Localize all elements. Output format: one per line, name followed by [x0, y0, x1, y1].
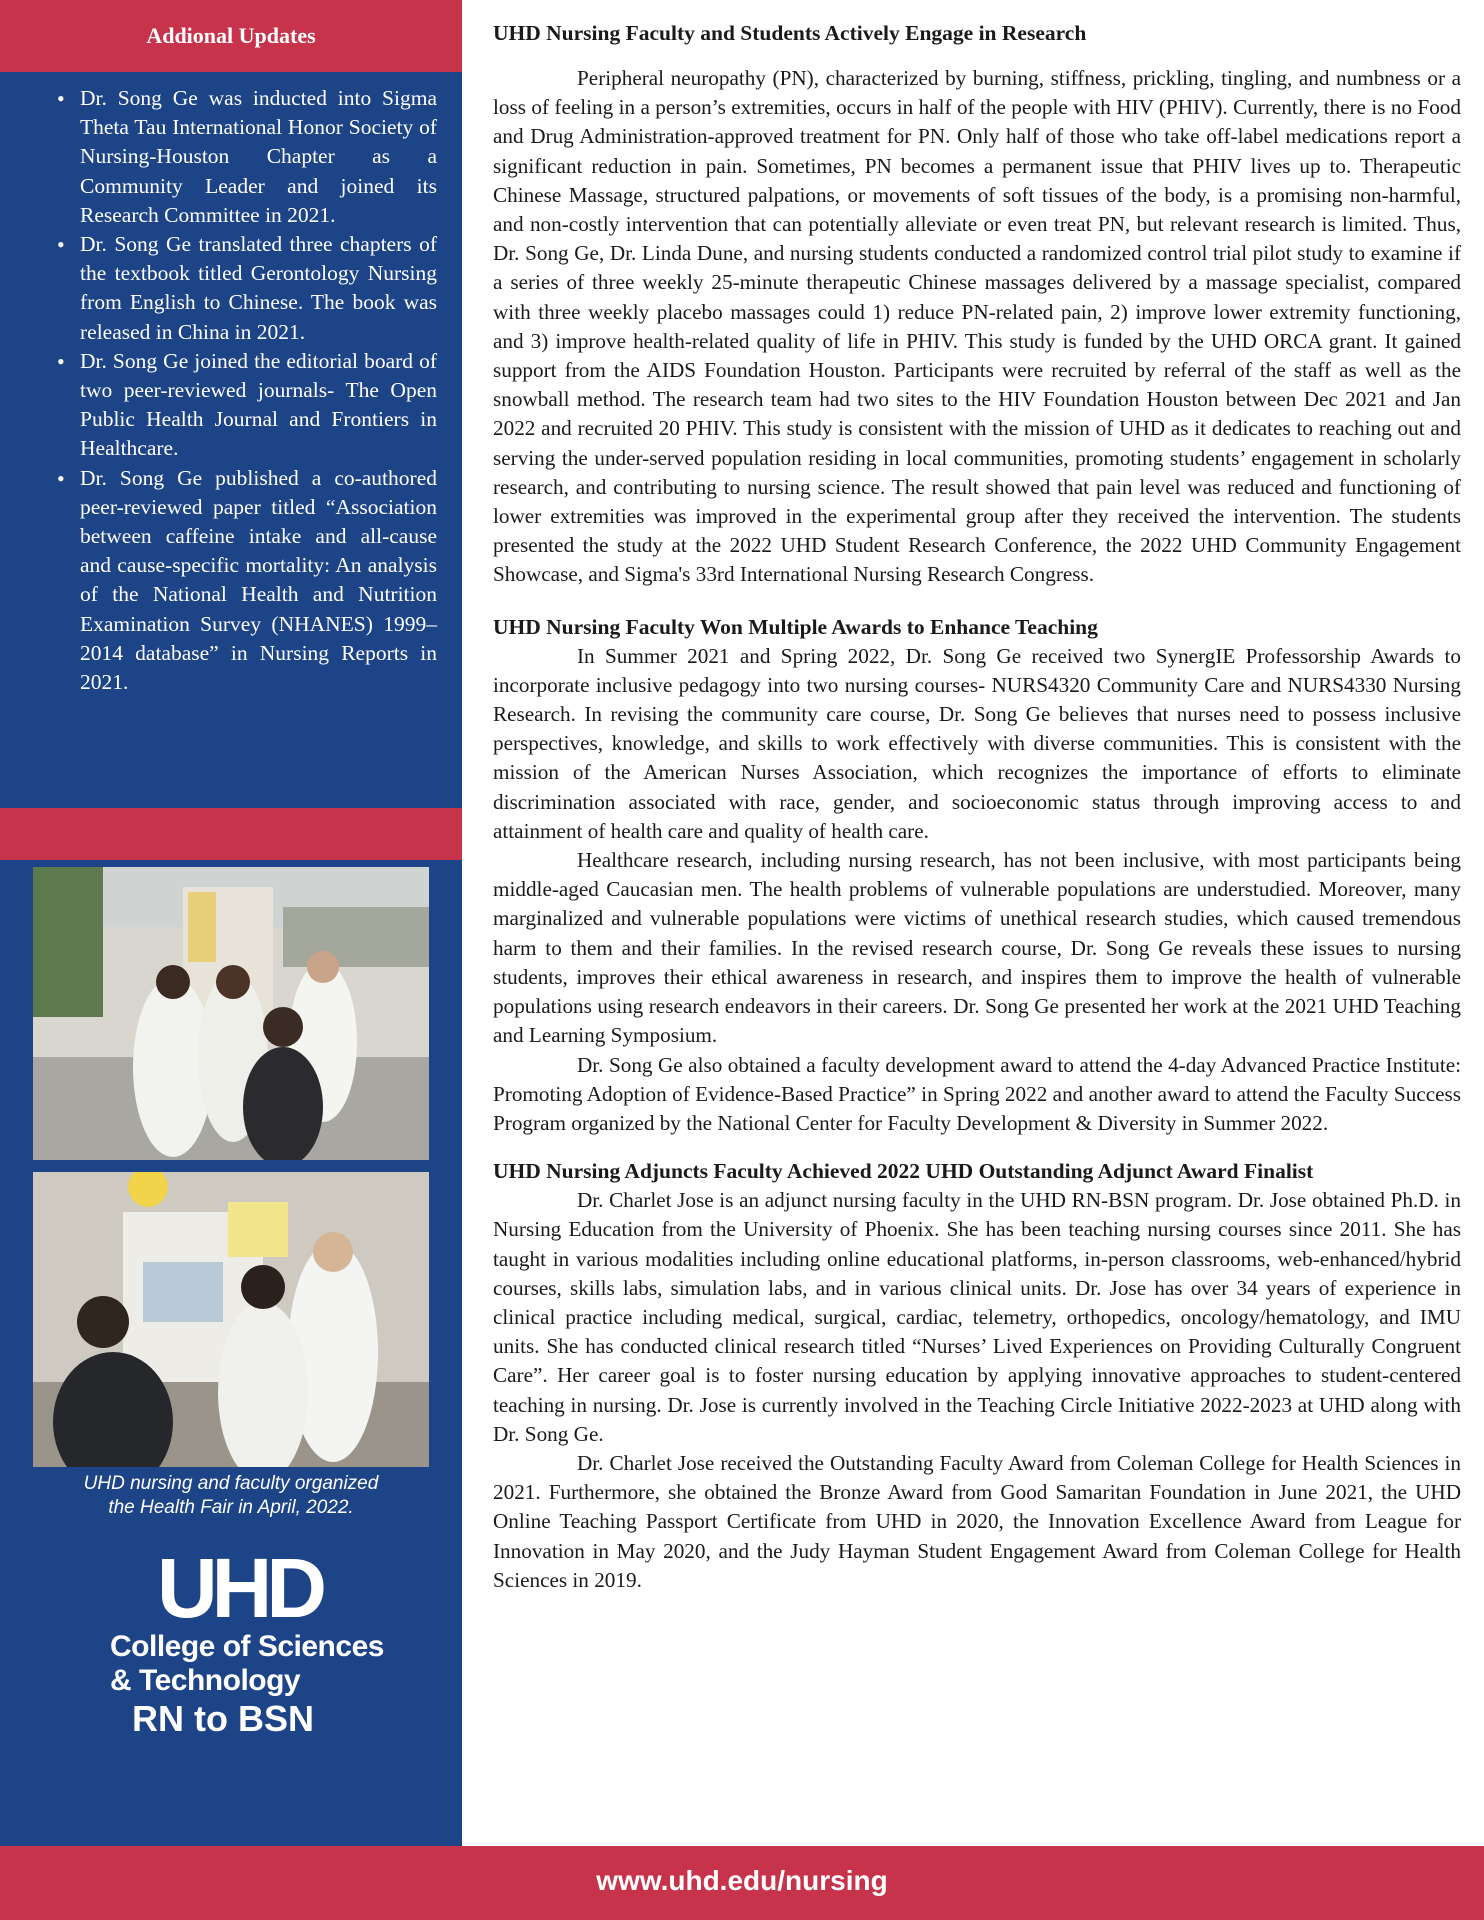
paragraph: Dr. Charlet Jose is an adjunct nursing faculty in the UHD RN-BSN program. Dr. Jose obtained Ph.D. in Nursing Education from the University of Phoenix. She has been teaching nursing courses since 2011. She has taught in various modalities including online educational platforms, in-person classrooms, web-enhanced/hybrid courses, skills labs, simulation labs, and in various clinical units. Dr. Jose has over 34 years of experience in clinical practice including medical, surgical, cardiac, telemetry, orthopedics, oncology/hematology, and IMU units. She has conducted clinical research titled “Nurses’ Lived Experiences on Providing Culturally Congruent Care”. Her career goal is to foster nursing education by applying innovative approaches to student-centered teaching in nursing. Dr. Jose is currently involved in the Teaching Circle Initiative 2022-2023 at UHD along with Dr. Song Ge. [493, 1188, 1461, 1446]
photo-caption [20, 1472, 442, 1520]
caption-line: the Health Fair in April, 2022. [108, 1497, 354, 1518]
svg-text:UHD: UHD [157, 1545, 321, 1627]
sidebar-accent-band [0, 808, 462, 860]
update-item: • Dr. Song Ge translated three chapters of the textbook titled Gerontology Nursing from English to Chinese. The book was released in China in 2021. [40, 230, 437, 347]
update-item: • Dr. Song Ge published a co-authored peer-reviewed paper titled “Association between caffeine intake and all-cause and cause-specific mortality: An analysis of the National Health and Nutrition Examination Survey (NHANES) 1999–2014 database” in Nursing Reports in 2021. [40, 464, 437, 698]
section-title-research: UHD Nursing Faculty and Students Actively Engage in Research [493, 21, 1087, 45]
update-item: • Dr. Song Ge joined the editorial board of two peer-reviewed journals- The Open Public Health Journal and Frontiers in Healthcare. [40, 347, 437, 464]
footer-url-link[interactable]: www.uhd.edu/nursing [596, 1865, 888, 1896]
logo-line-technology: & Technology [110, 1664, 301, 1697]
paragraph: Healthcare research, including nursing research, has not been inclusive, with most participants being middle-aged Caucasian men. The health problems of vulnerable populations are understudied. Moreover, many marginalized and vulnerable populations were victims of unethical research studies, which caused tremendous harm to them and their families. In the revised research course, Dr. Song Ge reveals these issues to nursing students, improves their ethical awareness in research, and inspires them to improve the health of vulnerable populations using research endeavors in their careers. Dr. Song Ge presented her work at the 2021 UHD Teaching and Learning Symposium. [493, 848, 1461, 1048]
updates-list [40, 84, 437, 697]
sidebar [0, 0, 462, 1846]
section-title-adjunct: UHD Nursing Adjuncts Faculty Achieved 2022 UHD Outstanding Adjunct Award Finalist [493, 1159, 1314, 1184]
logo-line-program: RN to BSN [132, 1698, 314, 1739]
spacer [493, 590, 1461, 612]
paragraph: Dr. Song Ge also obtained a faculty development award to attend the 4-day Advanced Practice Institute: Promoting Adoption of Evidence-Based Practice” in Spring 2022 and another award to attend the Faculty Success Program organized by the National Center for Faculty Development & Diversity in Summer 2022. [493, 1052, 1461, 1135]
update-item: • Dr. Song Ge was inducted into Sigma Theta Tau International Honor Society of Nursing-Houston Chapter as a Community Leader and joined its Research Committee in 2021. [40, 84, 437, 230]
main-content [493, 18, 1461, 1595]
paragraph: In Summer 2021 and Spring 2022, Dr. Song Ge received two SynergIE Professorship Awards to incorporate inclusive pedagogy into two nursing courses- NURS4320 Community Care and NURS4330 Nursing Research. In revising the community care course, Dr. Song Ge believes that nurses need to possess inclusive perspectives, knowledge, and skills to work effectively with diverse communities. This is consistent with the mission of the American Nurses Association, which recognizes the importance of efforts to eliminate discrimination associated with race, gender, and socioeconomic status through improving access to and attainment of health care and quality of health care. [493, 643, 1461, 843]
health-fair-photo-1 [33, 867, 429, 1160]
footer [0, 1846, 1484, 1920]
paragraph: Peripheral neuropathy (PN), characterized by burning, stiffness, prickling, tingling, and numbness or a loss of feeling in a person’s extremities, occurs in half of the people with HIV (PHIV). Currently, there is no Food and Drug Administration-approved treatment for PN. Only half of those who take off-label medications report a significant reduction in pain. Sometimes, PN becomes a permanent issue that PHIV lives up to. Therapeutic Chinese Massage, structured palpations, or movements of soft tissues of the body, is a promising non-harmful, and non-costly intervention that can potentially alleviate or even treat PN, but relevant research is limited. Thus, Dr. Song Ge, Dr. Linda Dune, and nursing students conducted a randomized control trial pilot study to examine if a series of three weekly 25-minute therapeutic Chinese massages delivered by a massage specialist, compared with three weekly placebo massages could 1) reduce PN-related pain, 2) improve lower extremity functioning, and 3) improve health-related quality of life in PHIV. This study is funded by the UHD ORCA grant. It gained support from the AIDS Foundation Houston. Participants were recruited by referral of the staff as well as the snowball method. The research team had two sites to the HIV Foundation Houston between Dec 2021 and Jan 2022 and recruited 20 PHIV. This study is consistent with the mission of UHD as it dedicates to reaching out and serving the under-served population residing in local communities, promoting students’ engagement in scholarly research, and contributing to nursing science. The result showed that pain level was reduced and functioning of lower extremities was improved in the experimental group after they received the intervention. The students presented the study at the 2022 UHD Student Research Conference, the 2022 UHD Community Engagement Showcase, and Sigma's 33rd International Nursing Research Congress. [493, 66, 1461, 587]
section-title-awards: UHD Nursing Faculty Won Multiple Awards to Enhance Teaching [493, 614, 1098, 639]
spacer [493, 1138, 1461, 1156]
logo-line-college: College of Sciences [110, 1630, 384, 1663]
health-fair-photo-2 [33, 1172, 429, 1467]
uhd-logo-mark [144, 1545, 334, 1627]
caption-line: UHD nursing and faculty organized [83, 1473, 379, 1494]
sidebar-header: Addional Updates [0, 0, 462, 72]
paragraph: Dr. Charlet Jose received the Outstanding Faculty Award from Coleman College for Health Sciences in 2021. Furthermore, she obtained the Bronze Award from Good Samaritan Foundation in June 2021, the UHD Online Teaching Passport Certificate from UHD in 2020, the Innovation Excellence Award from League for Innovation in May 2020, and the Judy Hayman Student Engagement Award from Coleman College for Health Sciences in 2019. [493, 1450, 1461, 1592]
